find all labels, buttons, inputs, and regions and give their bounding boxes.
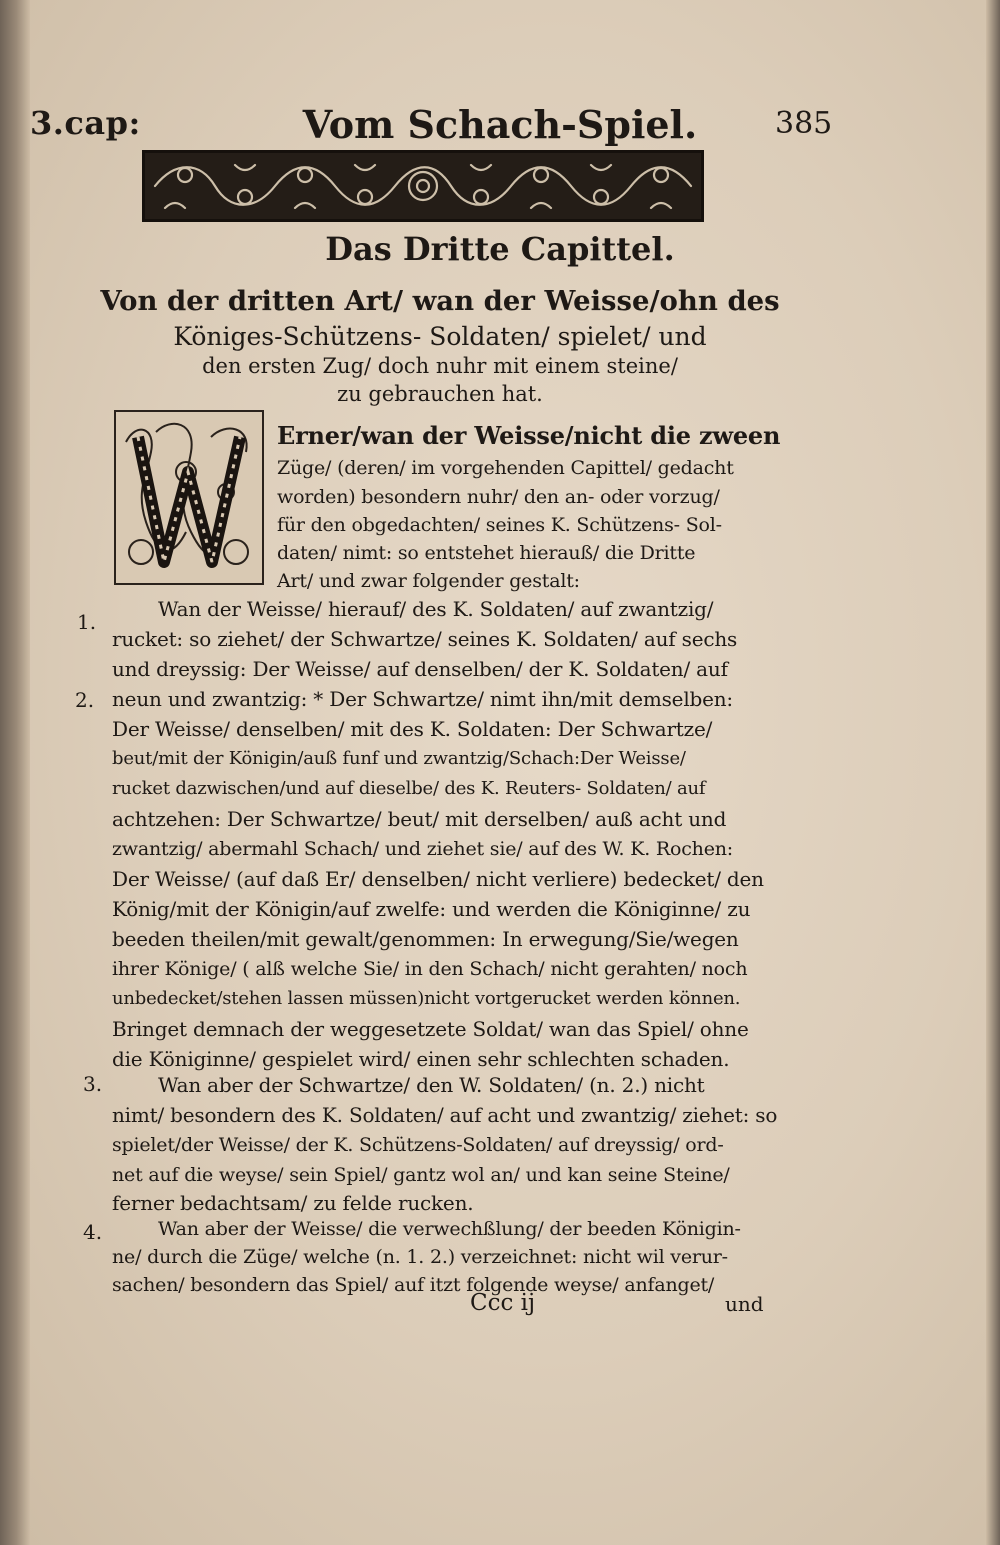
text-line: net auf die weyse/ sein Spiel/ gantz wol an/ und kan seine Steine/ xyxy=(112,1164,730,1186)
text-line: Der Weisse/ (auf daß Er/ denselben/ nicht verliere) bedecket/ den xyxy=(112,867,764,891)
text-line: spielet/der Weisse/ der K. Schützens-Soldaten/ auf dreyssig/ ord- xyxy=(112,1134,724,1156)
text-line: Züge/ (deren/ im vorgehenden Capittel/ gedacht xyxy=(277,457,734,479)
heading-line: Von der dritten Art/ wan der Weisse/ohn des xyxy=(100,285,780,317)
text-line: ne/ durch die Züge/ welche (n. 1. 2.) verzeichnet: nicht wil verur- xyxy=(112,1246,728,1268)
text-line: die Königinne/ gespielet wird/ einen sehr schlechten schaden. xyxy=(112,1047,730,1071)
margin-number: 2. xyxy=(75,688,95,712)
margin-number: 1. xyxy=(77,610,97,634)
text-line: Wan aber der Weisse/ die verwechßlung/ der beeden Königin- xyxy=(158,1218,741,1240)
chapter-reference: 3.cap: xyxy=(30,104,141,142)
text-line: ferner bedachtsam/ zu felde rucken. xyxy=(112,1191,474,1215)
text-line: König/mit der Königin/auf zwelfe: und werden die Königinne/ zu xyxy=(112,897,751,921)
decorative-headpiece xyxy=(142,150,704,222)
margin-number: 4. xyxy=(83,1220,103,1244)
text-line: Wan aber der Schwartze/ den W. Soldaten/ (n. 2.) nicht xyxy=(158,1073,705,1097)
chapter-title: Das Dritte Capittel. xyxy=(325,230,675,268)
text-line: Wan der Weisse/ hierauf/ des K. Soldaten/ auf zwantzig/ xyxy=(158,597,714,621)
text-line: worden) besondern nuhr/ den an- oder vorzug/ xyxy=(277,486,720,508)
text-line: beut/mit der Königin/auß funf und zwantzig/Schach:Der Weisse/ xyxy=(112,748,686,769)
text-line: Erner/wan der Weisse/nicht die zween xyxy=(277,421,781,450)
text-line: ihrer Könige/ ( alß welche Sie/ in den Schach/ nicht gerahten/ noch xyxy=(112,958,748,980)
page-number: 385 xyxy=(775,106,833,141)
margin-number: 3. xyxy=(83,1072,103,1096)
text-line: neun und zwantzig: * Der Schwartze/ nimt ihn/mit demselben: xyxy=(112,687,733,711)
text-line: Art/ und zwar folgender gestalt: xyxy=(277,570,580,592)
text-line: rucket: so ziehet/ der Schwartze/ seines K. Soldaten/ auf sechs xyxy=(112,627,738,651)
decorated-initial-w xyxy=(114,410,264,585)
chapter-heading xyxy=(100,280,780,408)
running-title: Vom Schach-Spiel. xyxy=(302,102,698,147)
text-line: sachen/ besondern das Spiel/ auf itzt folgende weyse/ anfanget/ xyxy=(112,1274,715,1296)
text-line: Bringet demnach der weggesetzete Soldat/ wan das Spiel/ ohne xyxy=(112,1017,749,1041)
signature-mark: Ccc ij xyxy=(470,1290,536,1316)
heading-line: den ersten Zug/ doch nuhr mit einem steine/ xyxy=(202,354,678,378)
text-line: und dreyssig: Der Weisse/ auf denselben/ der K. Soldaten/ auf xyxy=(112,657,728,681)
text-line: daten/ nimt: so entstehet hierauß/ die Dritte xyxy=(277,542,696,564)
text-line: unbedecket/stehen lassen müssen)nicht vortgerucket werden können. xyxy=(112,988,741,1009)
text-line: achtzehen: Der Schwartze/ beut/ mit derselben/ auß acht und xyxy=(112,807,727,831)
text-line: rucket dazwischen/und auf dieselbe/ des K. Reuters- Soldaten/ auf xyxy=(112,778,706,799)
text-line: beeden theilen/mit gewalt/genommen: In erwegung/Sie/wegen xyxy=(112,927,739,951)
heading-line: zu gebrauchen hat. xyxy=(337,382,543,406)
text-line: nimt/ besondern des K. Soldaten/ auf acht und zwantzig/ ziehet: so xyxy=(112,1103,778,1127)
heading-line: Königes-Schützens- Soldaten/ spielet/ und xyxy=(173,322,707,351)
text-line: zwantzig/ abermahl Schach/ und ziehet sie/ auf des W. K. Rochen: xyxy=(112,838,733,860)
text-line: für den obgedachten/ seines K. Schützens- Sol- xyxy=(277,514,722,536)
text-line: Der Weisse/ denselben/ mit des K. Soldaten: Der Schwartze/ xyxy=(112,717,713,741)
catchword: und xyxy=(725,1292,764,1316)
